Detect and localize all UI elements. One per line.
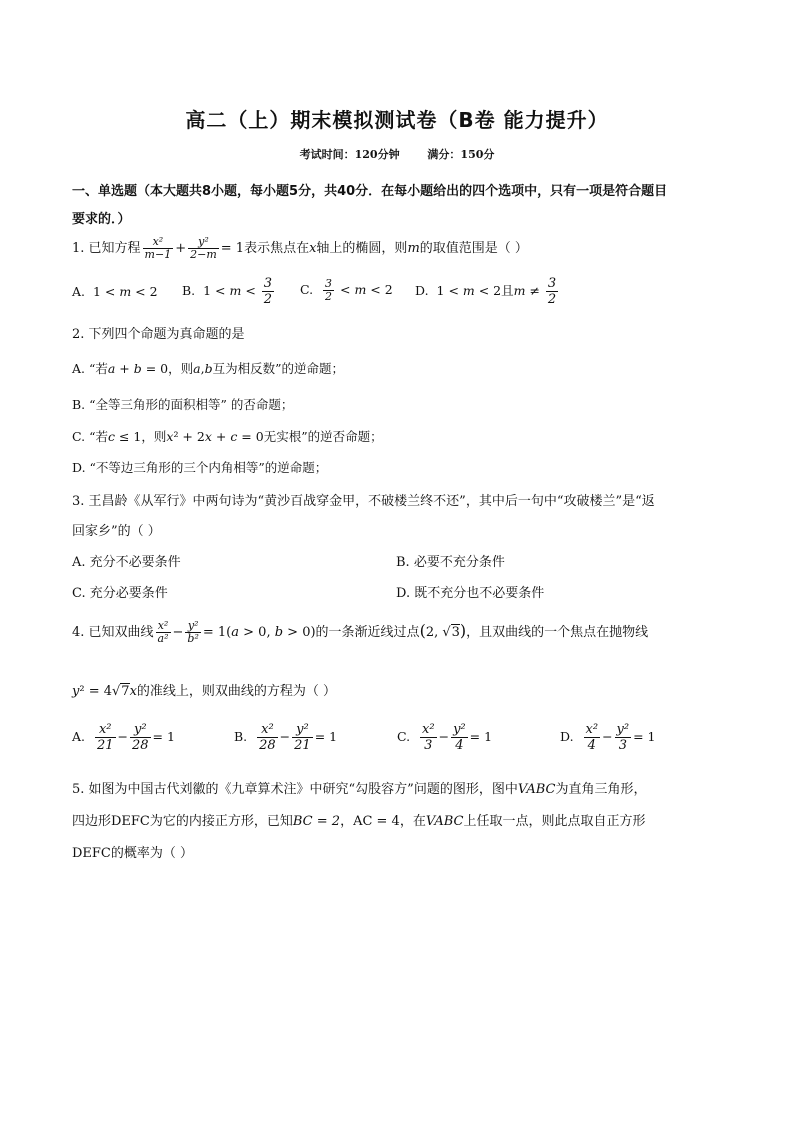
question-4-stem: 4. 已知双曲线 $\frac{\text{x²}}{\text{a²}}$ − $\frac{\text{y²}}{\text{b²}}$ = 1(a > 0, b > 0)的一条渐近线过点(2, √3)，且双曲线的一个焦点在抛物线: [72, 619, 649, 645]
q1-option-c[interactable]: C. $\frac{3}{2}$ < m < 2: [300, 277, 393, 303]
formula-y2-over-2-m: $\frac{\text{y²}}{2-m}$: [190, 235, 217, 261]
q4-option-d[interactable]: D. $\frac{\text{x²}}{4}$ − $\frac{\text{y²}}{3}$ = 1: [560, 722, 656, 753]
formula-y2-over-b2: $\frac{\text{y²}}{\text{b²}}$: [187, 619, 199, 645]
question-2-stem: 2. 下列四个命题为真命题的是: [72, 327, 245, 342]
exam-time: 考试时间：120分钟: [299, 148, 400, 161]
q1-option-b[interactable]: B. 1 < m < $\frac{3}{2}$: [182, 276, 273, 307]
q3-option-c[interactable]: C. 充分必要条件: [72, 586, 168, 601]
formula-x2-over-m-1: $\frac{\text{x²}}{m-1}$: [144, 235, 172, 261]
exam-info: [0, 146, 794, 162]
question-3-line-2: 回家乡”的（ ）: [72, 524, 161, 539]
q3-option-d[interactable]: D. 既不充分也不必要条件: [396, 586, 545, 601]
q1-option-a[interactable]: A. 1 < m < 2: [72, 284, 158, 299]
question-3-line-1: 3. 王昌龄《从军行》中两句诗为“黄沙百战穿金甲，不破楼兰终不还”，其中后一句中“攻破楼兰”是“返: [72, 494, 655, 509]
q3-option-a[interactable]: A. 充分不必要条件: [72, 555, 181, 570]
exam-score: 满分：150分: [427, 148, 495, 161]
q4-option-a[interactable]: A. $\frac{\text{x²}}{21}$ − $\frac{\text{y²}}{28}$ = 1: [72, 722, 175, 753]
q3-option-b[interactable]: B. 必要不充分条件: [396, 555, 505, 570]
formula-x2-over-a2: $\frac{\text{x²}}{\text{a²}}$: [157, 619, 169, 645]
question-4-line-2: y² = 4√7x的准线上，则双曲线的方程为（ ）: [72, 684, 337, 699]
question-5-line-2: 四边形DEFC为它的内接正方形，已知BC = 2，AC = 4，在VABC上任取一点，则此点取自正方形: [72, 814, 646, 829]
question-4-options: [72, 722, 732, 766]
q1-option-d[interactable]: D. 1 < m < 2且m ≠ $\frac{3}{2}$: [415, 276, 557, 307]
section-heading: 一、单选题（本大题共8小题，每小题5分，共40分．在每小题给出的四个选项中，只有一项是符合题目: [72, 184, 668, 199]
q4-option-c[interactable]: C. $\frac{\text{x²}}{3}$ − $\frac{\text{y²}}{4}$ = 1: [397, 722, 493, 753]
question-1-options: [72, 276, 732, 316]
q4-option-b[interactable]: B. $\frac{\text{x²}}{28}$ − $\frac{\text{y²}}{21}$ = 1: [234, 722, 338, 753]
question-1-stem: 1. 已知方程 $\frac{\text{x²}}{m-1}$ + $\frac{\text{y²}}{2-m}$ = 1表示焦点在x轴上的椭圆，则m的取值范围是（ ）: [72, 235, 528, 261]
q2-option-d[interactable]: D. “不等边三角形的三个内角相等”的逆命题；: [72, 460, 328, 475]
q2-option-c[interactable]: C. “若c ≤ 1，则x² + 2x + c = 0无实根”的逆否命题；: [72, 429, 383, 444]
question-5-line-1: 5. 如图为中国古代刘徽的《九章算术注》中研究“勾股容方”问题的图形，图中VABC为直角三角形，: [72, 782, 647, 797]
q2-option-a[interactable]: A. “若a + b = 0，则a,b互为相反数”的逆命题；: [72, 361, 345, 376]
question-5-line-3: DEFC的概率为（ ）: [72, 846, 194, 861]
q2-option-b[interactable]: B. “全等三角形的面积相等” 的否命题；: [72, 397, 294, 412]
page-title: 高二（上）期末模拟测试卷（B卷 能力提升）: [185, 108, 609, 132]
section-heading-cont: 要求的．）: [72, 212, 131, 227]
